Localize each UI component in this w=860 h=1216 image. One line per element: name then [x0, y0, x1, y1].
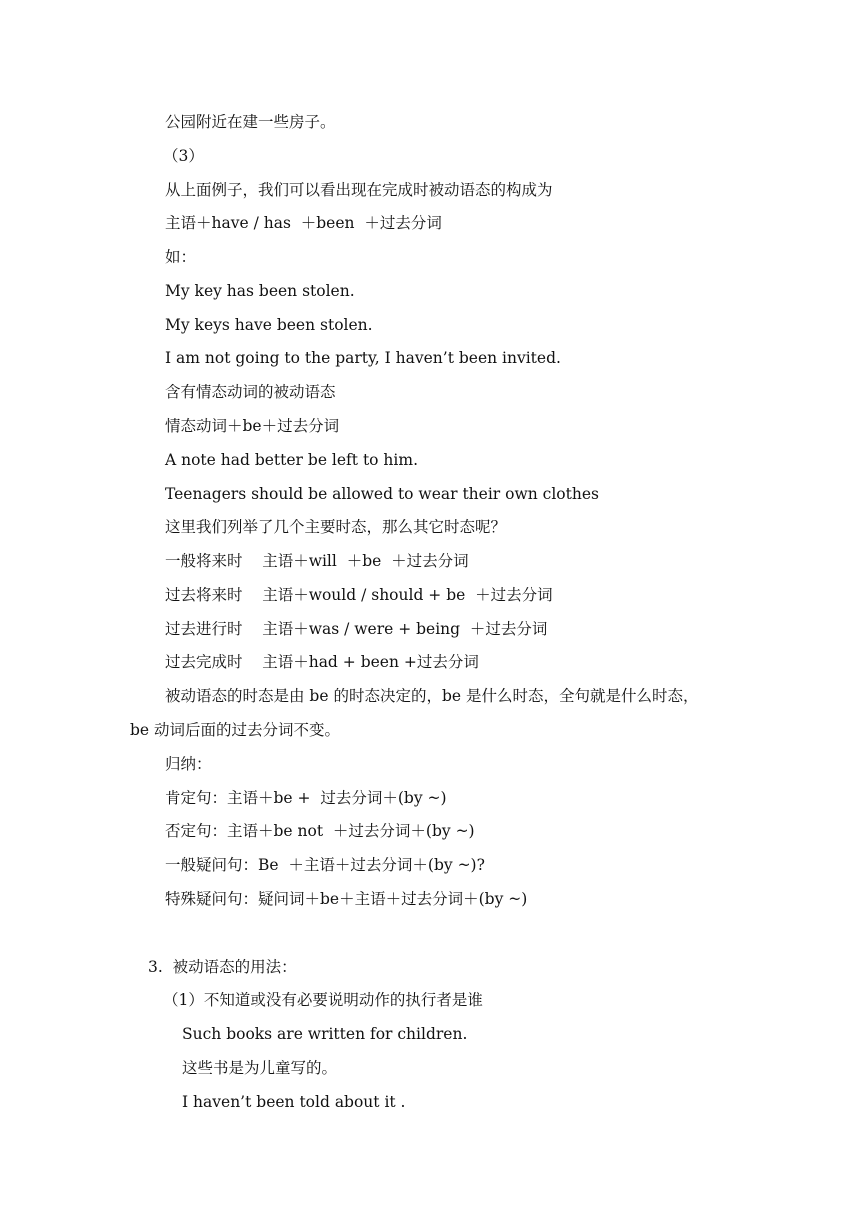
text-line: 特殊疑问句：疑问词＋be＋主语＋过去分词＋(by ~)	[165, 890, 528, 908]
text-line: 主语＋have / has ＋been ＋过去分词	[165, 214, 442, 232]
text-line: Teenagers should be allowed to wear their own clothes	[165, 485, 599, 503]
text-line: （1）不知道或没有必要说明动作的执行者是谁	[163, 991, 483, 1009]
text-line: Such books are written for children.	[182, 1025, 468, 1043]
text-line: 从上面例子，我们可以看出现在完成时被动语态的构成为	[165, 181, 553, 199]
text-line: 这里我们列举了几个主要时态，那么其它时态呢？	[165, 518, 507, 536]
text-line: I haven’t been told about it .	[182, 1093, 406, 1111]
text-line: 一般疑问句：Be ＋主语＋过去分词＋(by ~)?	[165, 856, 485, 874]
section-heading: 3. 被动语态的用法：	[148, 958, 297, 976]
text-line: 过去进行时 主语＋was / were + being ＋过去分词	[165, 620, 548, 638]
text-line: A note had better be left to him.	[165, 451, 418, 469]
text-line: 肯定句：主语＋be + 过去分词＋(by ~)	[165, 789, 447, 807]
text-line: 过去完成时 主语＋had + been +过去分词	[165, 653, 479, 671]
text-line: My key has been stolen.	[165, 282, 355, 300]
text-line: 含有情态动词的被动语态	[165, 383, 336, 401]
text-line: 否定句：主语＋be not ＋过去分词＋(by ~)	[165, 822, 475, 840]
text-line: 公园附近在建一些房子。	[165, 113, 336, 131]
text-line: be 动词后面的过去分词不变。	[130, 721, 341, 739]
text-line: 情态动词＋be＋过去分词	[165, 417, 340, 435]
text-line: 被动语态的时态是由 be 的时态决定的，be 是什么时态，全句就是什么时态，	[165, 687, 699, 705]
text-line: My keys have been stolen.	[165, 316, 373, 334]
text-line: 这些书是为儿童写的。	[182, 1059, 338, 1077]
text-line: 过去将来时 主语＋would / should + be ＋过去分词	[165, 586, 553, 604]
text-line: 如：	[165, 248, 197, 266]
text-line: I am not going to the party, I haven’t been invited.	[165, 349, 561, 367]
text-line: （3）	[163, 147, 204, 165]
text-line: 一般将来时 主语＋will ＋be ＋过去分词	[165, 552, 469, 570]
text-line: 归纳：	[165, 755, 212, 773]
